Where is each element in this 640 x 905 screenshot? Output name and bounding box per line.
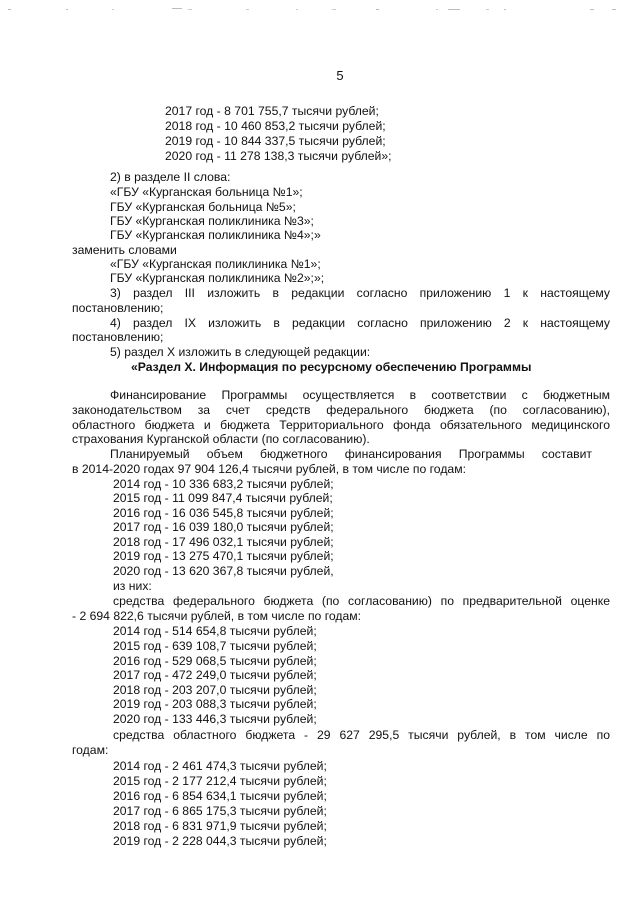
- text-line: «ГБУ «Курганская больница №1»;: [110, 185, 303, 199]
- text-line: 2018 год - 203 207,0 тысячи рублей;: [113, 683, 317, 697]
- text-line: 2018 год - 17 496 032,1 тысячи рублей;: [113, 535, 334, 549]
- text-line: 2014 год - 514 654,8 тысячи рублей;: [113, 624, 317, 638]
- text-line: Финансирование Программы осуществляется в соответствии с бюджетным: [110, 388, 610, 402]
- text-line: средства областного бюджета - 29 627 295,5 тысячи рублей, в том числе по: [113, 728, 610, 742]
- text-line: 2018 год - 10 460 853,2 тысячи рублей;: [165, 119, 386, 133]
- text-line: годам:: [72, 743, 109, 757]
- text-line: ГБУ «Курганская поликлиника №3»;: [110, 214, 314, 228]
- text-line: «ГБУ «Курганская поликлиника №1»;: [110, 257, 321, 271]
- text-line: 2020 год - 13 620 367,8 тысячи рублей,: [113, 564, 334, 578]
- text-line: 2016 год - 6 854 634,1 тысячи рублей;: [113, 789, 327, 803]
- text-line: 2020 год - 133 446,3 тысячи рублей;: [113, 712, 317, 726]
- text-line: ГБУ «Курганская больница №5»;: [110, 200, 296, 214]
- text-line: страхования Курганской области (по согласованию).: [72, 432, 370, 446]
- text-line: из них:: [113, 579, 152, 593]
- text-line: средства федерального бюджета (по согласованию) по предварительной оценке: [113, 594, 610, 608]
- text-line: 2017 год - 8 701 755,7 тысячи рублей;: [165, 104, 379, 118]
- text-line: областного бюджета и бюджета Территориального фонда обязательного медицинского: [72, 418, 610, 432]
- text-line: 4) раздел IX изложить в редакции согласно приложению 2 к настоящему: [110, 316, 610, 330]
- text-line: 2019 год - 203 088,3 тысячи рублей;: [113, 697, 317, 711]
- text-line: 2017 год - 16 039 180,0 тысячи рублей;: [113, 520, 334, 534]
- text-line: в 2014-2020 годах 97 904 126,4 тысячи рублей, в том числе по годам:: [72, 462, 466, 476]
- section-heading: «Раздел X. Информация по ресурсному обеспечению Программы: [131, 360, 532, 374]
- text-line: 2016 год - 16 036 545,8 тысячи рублей;: [113, 506, 334, 520]
- text-line: законодательством за счет средств федерального бюджета (по согласованию),: [72, 403, 610, 417]
- text-line: 2014 год - 2 461 474,3 тысячи рублей;: [113, 759, 327, 773]
- text-line: 2015 год - 639 108,7 тысячи рублей;: [113, 639, 317, 653]
- text-line: 5) раздел X изложить в следующей редакции:: [110, 345, 371, 359]
- text-line: 2016 год - 529 068,5 тысячи рублей;: [113, 654, 317, 668]
- text-line: 2) в разделе II слова:: [110, 170, 231, 184]
- text-line: 2017 год - 472 249,0 тысячи рублей;: [113, 668, 317, 682]
- text-line: постановлению;: [72, 330, 164, 344]
- text-line: ГБУ «Курганская поликлиника №2»;»;: [110, 271, 325, 285]
- text-line: 2015 год - 11 099 847,4 тысячи рублей;: [113, 491, 333, 505]
- text-line: 2017 год - 6 865 175,3 тысячи рублей;: [113, 804, 327, 818]
- text-line: - 2 694 822,6 тысячи рублей, в том числе по годам:: [72, 609, 362, 623]
- text-line: ГБУ «Курганская поликлиника №4»;»: [110, 228, 321, 242]
- text-line: 2020 год - 11 278 138,3 тысячи рублей»;: [165, 149, 392, 163]
- text-line: постановлению;: [72, 301, 164, 315]
- text-line: Планируемый объем бюджетного финансирования Программы составит: [110, 447, 592, 461]
- text-line: 2015 год - 2 177 212,4 тысячи рублей;: [113, 774, 327, 788]
- text-line: 2019 год - 13 275 470,1 тысячи рублей;: [113, 549, 334, 563]
- text-line: 2019 год - 2 228 044,3 тысячи рублей;: [113, 834, 327, 848]
- page-number: 5: [336, 68, 344, 83]
- text-line: 3) раздел III изложить в редакции согласно приложению 1 к настоящему: [110, 286, 610, 300]
- scan-noise: [0, 0, 640, 16]
- text-line: 2014 год - 10 336 683,2 тысячи рублей;: [113, 477, 334, 491]
- text-line: заменить словами: [72, 243, 177, 257]
- text-line: 2018 год - 6 831 971,9 тысячи рублей;: [113, 819, 327, 833]
- text-line: 2019 год - 10 844 337,5 тысячи рублей;: [165, 134, 386, 148]
